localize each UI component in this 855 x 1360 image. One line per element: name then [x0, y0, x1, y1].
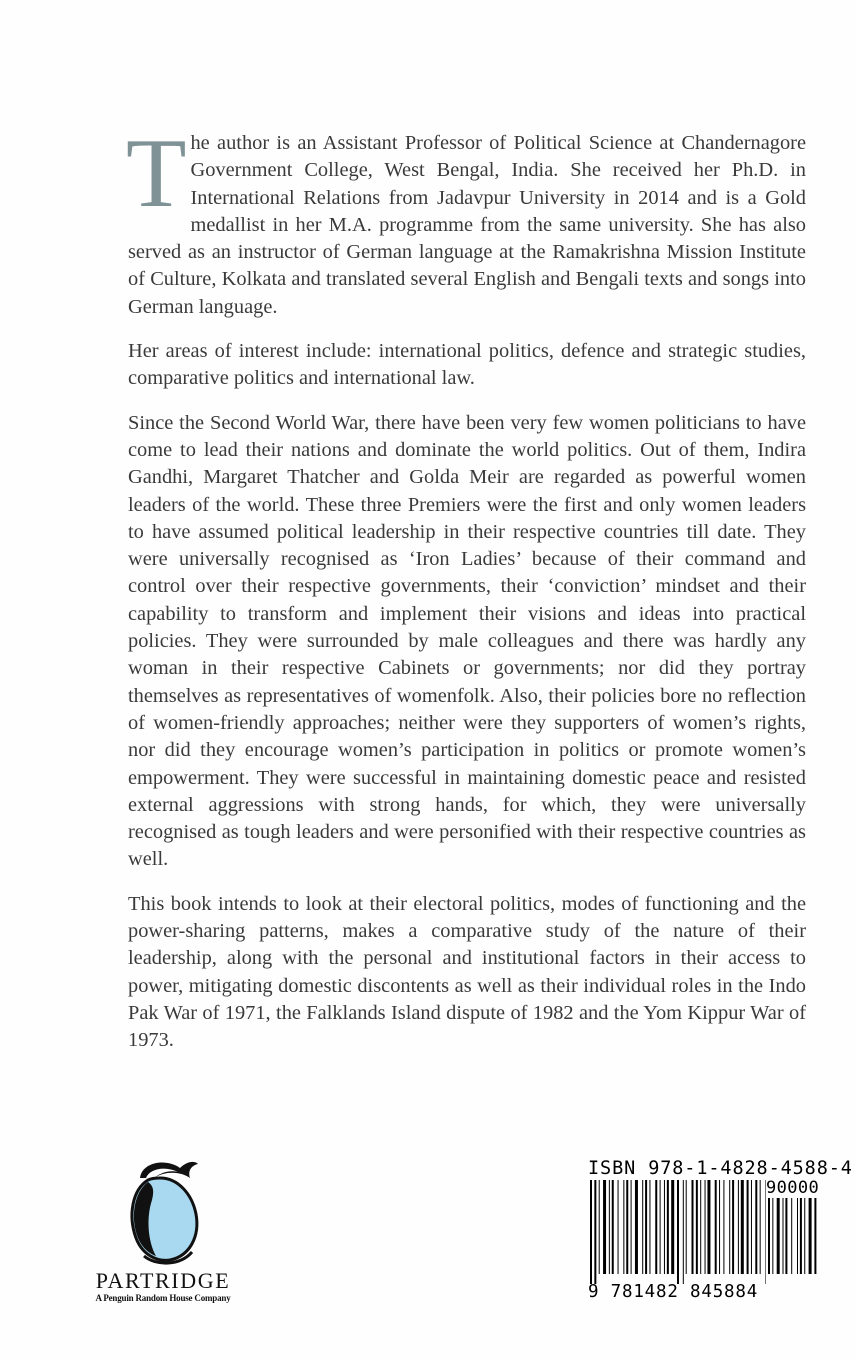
- barcode-bar: [732, 1180, 734, 1274]
- cover-text: [126, 119, 806, 1072]
- barcode-bar: [664, 1180, 665, 1274]
- barcode-bar: [741, 1180, 744, 1274]
- barcode-bar: [783, 1198, 784, 1274]
- barcode-bar: [809, 1198, 812, 1274]
- barcode-bar: [797, 1198, 798, 1274]
- author-bio-text: he author is an Assistant Professor of Political Science at Chandernagore Government College, West Bengal, India. She received her Ph.D. in International Relations from Jadavpur University in 2014 and is a Gold medallist in her M.A. programme from the same university. She has also served as an instructor of German language at the Ramakrishna Mission Institute of Culture, Kolkata and translated several English and Bengali texts and songs into German language.: [128, 132, 806, 318]
- barcode-bar: [649, 1180, 650, 1274]
- barcode-bar: [785, 1198, 787, 1274]
- barcode-bar: [642, 1180, 643, 1274]
- drop-cap: T: [126, 119, 187, 228]
- isbn-barcode: [588, 1158, 853, 1310]
- barcode-bar: [671, 1180, 674, 1274]
- barcode-bar: [599, 1180, 600, 1274]
- barcode-bars: [588, 1180, 766, 1284]
- barcode-bar: [618, 1180, 619, 1274]
- barcode-bar: [603, 1180, 606, 1274]
- book-intent-paragraph: This book intends to look at their electoral politics, modes of functioning and the power-sharing patterns, makes a comparative study of the nature of their leadership, along with the personal and institutional factors in their access to power, mitigating domestic discontents as well as their individual roles in the Indo Pak War of 1971, the Falklands Island dispute of 1982 and the Yom Kippur War of 1973.: [128, 892, 806, 1052]
- barcode-digits: 9 781482 845884: [588, 1282, 759, 1302]
- barcode-bar: [777, 1198, 780, 1274]
- barcode-bar: [791, 1198, 792, 1274]
- price-code: 90000: [766, 1178, 820, 1198]
- barcode-bar: [729, 1180, 730, 1274]
- barcode-bar: [772, 1198, 773, 1274]
- barcode-bar: [677, 1180, 679, 1284]
- barcode-bar: [755, 1180, 757, 1274]
- barcode-bar: [804, 1198, 805, 1274]
- barcode-bar: [609, 1180, 610, 1274]
- barcode-bar: [667, 1180, 669, 1274]
- synopsis-paragraph: Since the Second World War, there have been very few women politicians to have come to lead their nations and dominate the world politics. Out of them, Indira Gandhi, Margaret Thatcher and Golda Meir are regarded as powerful women leaders of the world. These three Premiers were the first and only women leaders to have assumed political leadership in their respective countries till date. They were universally recognised as ‘Iron Ladies’ because of their command and control over their respective governments, their ‘conviction’ mindset and their capability to transform and implement their visions and ideas into practical policies. They were surrounded by male colleagues and there was hardly any woman in their respective Cabinets or governments; nor did they portray themselves as representatives of womenfolk. Also, their policies bore no reflection of women-friendly approaches; neither were they supporters of women’s rights, nor did they encourage women’s participation in politics or promote women’s empowerment. They were successful in maintaining domestic peace and resisted external aggressions with strong hands, for which, they were universally recognised as tough leaders and were personified with their respective countries as well.: [128, 411, 806, 871]
- barcode-bar: [655, 1180, 657, 1274]
- interests-paragraph: Her areas of interest include: international politics, defence and strategic studies, comparative politics and international law.: [128, 340, 806, 390]
- barcode-bar: [686, 1180, 687, 1274]
- barcode-bar: [751, 1180, 752, 1274]
- barcode-bar: [631, 1180, 632, 1274]
- barcode-bar: [715, 1180, 717, 1274]
- barcode-bar: [590, 1180, 592, 1284]
- isbn-label: ISBN 978-1-4828-4588-4: [588, 1158, 853, 1179]
- barcode-bar: [626, 1180, 628, 1274]
- barcode-bar: [707, 1180, 710, 1274]
- barcode-bar: [760, 1180, 761, 1274]
- barcode-bar: [612, 1180, 614, 1274]
- barcode-bar: [594, 1180, 596, 1284]
- barcode-bar: [738, 1180, 739, 1274]
- barcode-bar: [645, 1180, 647, 1274]
- barcode-bar: [635, 1180, 638, 1274]
- price-barcode-bars: [766, 1198, 830, 1284]
- publisher-tagline: A Penguin Random House Company: [95, 1293, 231, 1303]
- author-bio-paragraph: [126, 119, 806, 321]
- barcode-bar: [814, 1198, 816, 1274]
- barcode-bar: [683, 1180, 684, 1284]
- barcode-bar: [623, 1180, 624, 1274]
- barcode-bar: [705, 1180, 706, 1274]
- barcode-bar: [719, 1180, 720, 1274]
- barcode-bar: [800, 1198, 802, 1274]
- barcode-bar: [692, 1180, 694, 1274]
- barcode-bar: [700, 1180, 701, 1274]
- barcode-bar: [723, 1180, 724, 1274]
- publisher-name: PARTRIDGE: [95, 1268, 231, 1293]
- barcode-bar: [747, 1180, 749, 1274]
- partridge-bird-icon: [126, 1156, 202, 1268]
- barcode-bar: [660, 1180, 661, 1274]
- barcode-bar: [696, 1180, 698, 1274]
- barcode-bar: [768, 1198, 770, 1274]
